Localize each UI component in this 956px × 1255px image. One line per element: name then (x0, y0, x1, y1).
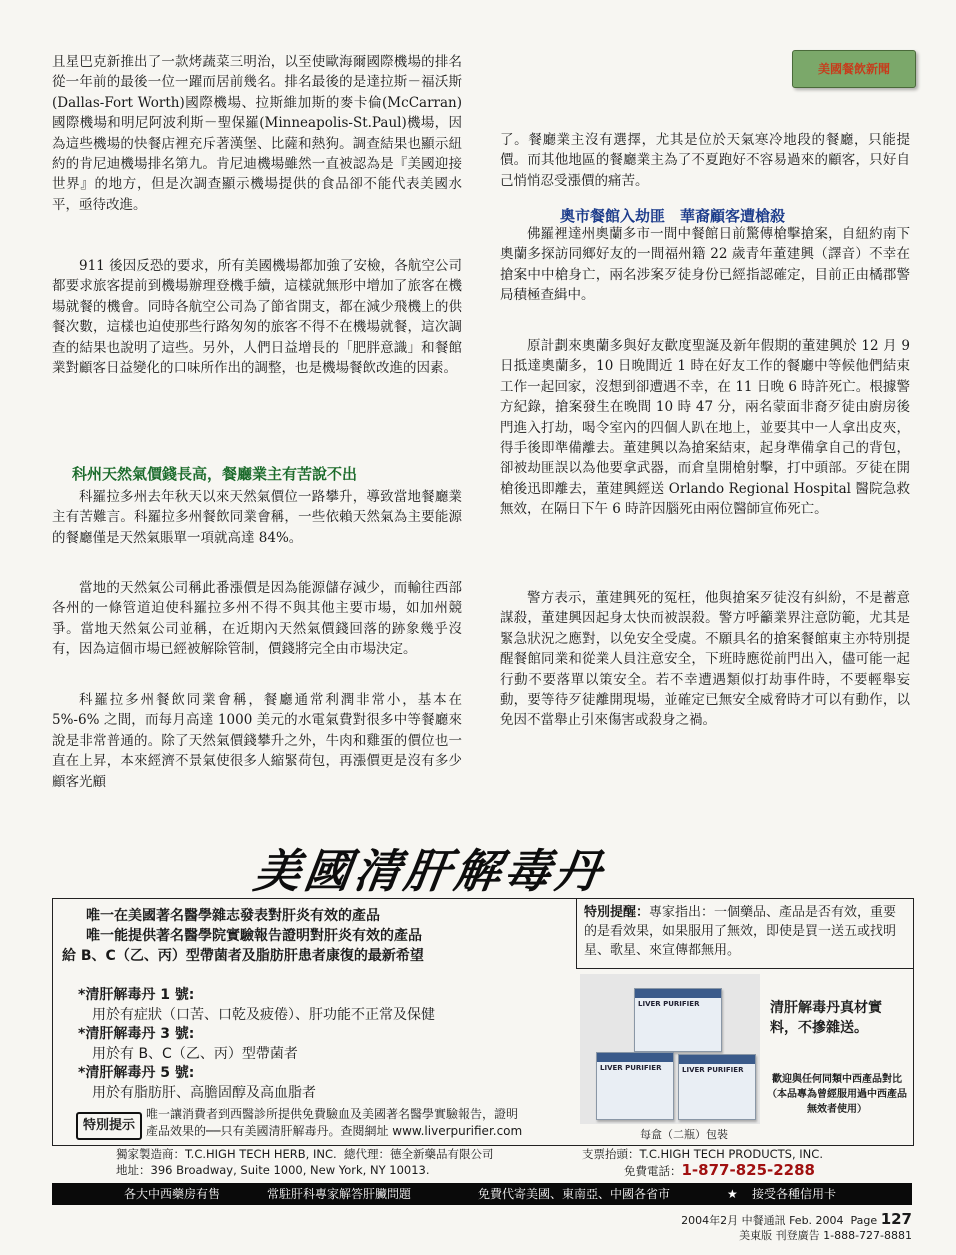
right-paragraph-2: 佛羅裡達州奧蘭多市一間中餐館日前驚傳槍擊搶案，自紐約南下奧蘭多探訪同鄉好友的一間福州籍 22 歲青年董建興（譯音）不幸在搶案中中槍身亡，兩名涉案歹徒身份已經指認確定，目前正由橘郡警局積極查緝中。 (500, 226, 910, 304)
product-box-2 (596, 1052, 674, 1120)
ad-maker-block (116, 1146, 493, 1178)
left-paragraph-5: 科羅拉多州餐飲同業會稱，餐廳通常利潤非常小，基本在 5%-6% 之間，而每月高達 1000 美元的水電氣費對很多中等餐廳來說是非常普通的。除了天然氣價錢攀升之外，牛肉和雞蛋的價位也一直在上昇，本來經濟不景氣使很多人縮緊荷包，再漲價更是沒有多少顧客光顧 (52, 692, 462, 790)
ad-brand-title: 美國清肝解毒丹 (250, 844, 609, 898)
ad-intro-line-3: 給 B、C（乙、丙）型帶菌者及脂肪肝患者康復的最新希望 (62, 948, 424, 964)
left-paragraph-1: 且星巴克新推出了一款烤蔬菜三明治，以至使歐海爾國際機場的排名從一年前的最後一位一躍而居前幾名。排名最後的是達拉斯－福沃斯(Dallas-Fort Worth)國際機場、拉斯維加斯的麥卡倫(McCarran)國際機場和明尼阿波利斯－聖保羅(Minneapolis-St.Paul)機場，因為這些機場的快餐店裡充斥著漢堡、比薩和熱狗。調查結果也顯示紐約的肯尼迪機場排名第九。肯尼迪機場雖然一直被認為是『美國迎接世界』的地方，但是次調查顯示機場提供的食品卻不能代表美國水平，亟待改進。 (52, 54, 462, 213)
ad-footer-star: ★ (727, 1187, 738, 1201)
page-number: 127 (880, 1210, 912, 1228)
ad-footer-2: 常駐肝科專家解答肝臟問題 (267, 1187, 412, 1201)
ad-welcome (766, 1072, 908, 1117)
ad-special-text (146, 1106, 576, 1140)
ad-product-1-use: 用於有症狀（口苦、口乾及疲倦）、肝功能不正常及保健 (92, 1006, 435, 1023)
product-box-1-label: LIVER PURIFIER (638, 1000, 700, 1008)
ad-check: 支票抬頭：T.C.HIGH TECH PRODUCTS, INC. (582, 1147, 823, 1161)
ad-product-1-name: *清肝解毒丹 1 號: (78, 987, 195, 1003)
ad-agent: 總代理：德全新藥品有限公司 (343, 1147, 494, 1161)
ad-intro (62, 906, 572, 966)
product-box-2-label: LIVER PURIFIER (600, 1064, 662, 1072)
section-badge (792, 50, 916, 88)
ad-footer-bar (52, 1183, 912, 1205)
left-paragraph-2: 911 後因反恐的要求，所有美國機場都加強了安檢，各航空公司都要求旅客提前到機場辦理登機手續，這樣就無形中增加了旅客在機場就餐的機會。同時各航空公司為了節省開支，都在減少飛機上的供餐次數，這樣也迫使那些行路匆匆的旅客不得不在機場就餐，這次調查的結果也說明了這些。另外，人們日益增長的「肥胖意識」和餐館業對顧客日益變化的口味所作出的調整，也是機場餐飲改進的因素。 (52, 258, 462, 377)
left-heading: 科州天然氣價錢長高，餐廳業主有苦說不出 (72, 465, 358, 483)
ad-welcome-main: 歡迎與任何同類中西產品對比 (772, 1074, 902, 1085)
ad-footer-1: 各大中西藥房有售 (124, 1187, 221, 1201)
ad-special-text-1: 唯一讓消費者到西醫診所提供免費驗血及美國著名醫學實驗報告，證明 (146, 1107, 519, 1121)
ad-maker: 獨家製造商：T.C.HIGH TECH HERB, INC. (116, 1147, 337, 1161)
ad-phone: 1-877-825-2288 (681, 1161, 815, 1179)
section-badge-label: 美國餐飲新聞 (817, 62, 890, 76)
product-box-1 (634, 988, 722, 1052)
ad-product-3-use: 用於有 B、C（乙、丙）型帶菌者 (92, 1045, 298, 1062)
right-paragraph-3: 原計劃來奧蘭多與好友歡度聖誕及新年假期的董建興於 12 月 9 日抵達奧蘭多，10 日晚間近 1 時在好友工作的餐廳中等候他們結束工作一起回家，沒想到卻遭遇不幸，在 11 日晚 6 時許死亡。根據警方紀錄，搶案發生在晚間 10 時 47 分，兩名蒙面非裔歹徒由廚房後門進入打劫，喝令室內的四個人趴在地上，並要其中一人拿出皮夾，得手後即準備離去。董建興以為搶案結束，起身準備拿自己的背包，卻被劫匪誤以為他要拿武器，而倉皇開槍射擊，打中頭部。歹徒在開槍後迅即離去，董建興經送 Orlando Regional Hospital 醫院急救無效，在隔日下午 6 時許因腦死由兩位醫師宣佈死亡。 (500, 338, 910, 518)
ad-footer-3: 免費代寄美國、東南亞、中國各省市 (478, 1187, 671, 1201)
page-footer-page-label: Page (850, 1214, 878, 1227)
ad-intro-line-1: 唯一在美國著名醫學雜志發表對肝炎有效的產品 (86, 908, 380, 924)
ad-product-list (78, 986, 568, 1103)
ad-product-5-name: *清肝解毒丹 5 號: (78, 1065, 195, 1081)
right-paragraph-1: 了。餐廳業主沒有選擇，尤其是位於天氣寒冷地段的餐廳，只能提價。而其他地區的餐廳業主為了不夏跑好不容易過來的顧客，只好自己悄悄忍受漲價的痛苦。 (500, 132, 910, 189)
right-paragraph-4: 警方表示，董建興死的冤枉，他與搶案歹徒沒有糾紛，不是蓄意謀殺，董建興因起身太快而被誤殺。警方呼籲業界注意防範，尤其是緊急狀況之應對，以免安全受虞。不願具名的搶案餐館東主亦特別提醒餐館同業和從業人員注意安全，下班時應從前門出入，儘可能一起行動不要落單以策安全。若不幸遭遇類似打劫事件時，不要輕舉妄動，要等待歹徒離開現場，並確定已無安全威脅時才可以有動作，以免因不當舉止引來傷害或殺身之禍。 (500, 590, 910, 729)
product-box-3 (678, 1054, 756, 1120)
ad-phone-label: 免費電話： (624, 1164, 682, 1178)
page-footer-date: 2004年2月 中餐通訊 Feb. 2004 (681, 1214, 844, 1227)
ad-box-caption: 每盒（二瓶）包裝 (640, 1128, 728, 1141)
ad-special-text-2: 產品效果的──只有美國清肝解毒丹。查閱網址 www.liverpurifier.com (146, 1124, 523, 1138)
ad-real-material: 清肝解毒丹真材實料，不摻雜送。 (770, 1000, 882, 1036)
left-paragraph-4: 當地的天然氣公司稱此番漲價是因為能源儲存減少，而輸往西部各州的一條管道迫使科羅拉多州不得不與其他主要市場，如加州競爭。當地天然氣公司並稱，在近期內天然氣價錢回落的跡象幾乎沒有，因為這個市場已經被解除管制，價錢將完全由市場決定。 (52, 580, 462, 658)
ad-check-block (582, 1146, 823, 1179)
ad-intro-line-2: 唯一能提供著名醫學院實驗報告證明對肝炎有效的產品 (86, 928, 422, 944)
right-heading: 奧市餐館入劫匪 華裔顧客遭槍殺 (560, 207, 786, 225)
ad-product-3-name: *清肝解毒丹 3 號: (78, 1026, 195, 1042)
page-footer-edition: 美東版 刊登廣告 1-888-727-8881 (739, 1229, 912, 1242)
ad-notice-text: 專家指出：一個藥品、產品是否有效，重要的是看效果，如果服用了無效，即使是買一送五或找明星、歌星、來宣傳都無用。 (584, 905, 897, 958)
left-paragraph-3: 科羅拉多州去年秋天以來天然氣價位一路攀升，導致當地餐廳業主有苦難言。科羅拉多州餐飲同業會稱，一些依賴天然氣為主要能源的餐廳僅是天然氣賬單一項就高達 84%。 (52, 489, 462, 546)
ad-welcome-sub: （本品專為曾經服用過中西產品無效者使用） (767, 1089, 907, 1115)
ad-footer-4: 接受各種信用卡 (752, 1187, 837, 1201)
ad-special-label: 特別提示 (76, 1112, 142, 1140)
ad-notice-label: 特別提醒： (584, 905, 650, 920)
product-box-3-label: LIVER PURIFIER (682, 1066, 744, 1074)
ad-notice (584, 903, 906, 960)
ad-address: 地址：396 Broadway, Suite 1000, New York, NY 10013. (116, 1163, 430, 1177)
ad-product-5-use: 用於有脂肪肝、高膽固醇及高血脂者 (92, 1084, 316, 1101)
page-footer (681, 1212, 912, 1243)
product-photo (580, 974, 760, 1124)
